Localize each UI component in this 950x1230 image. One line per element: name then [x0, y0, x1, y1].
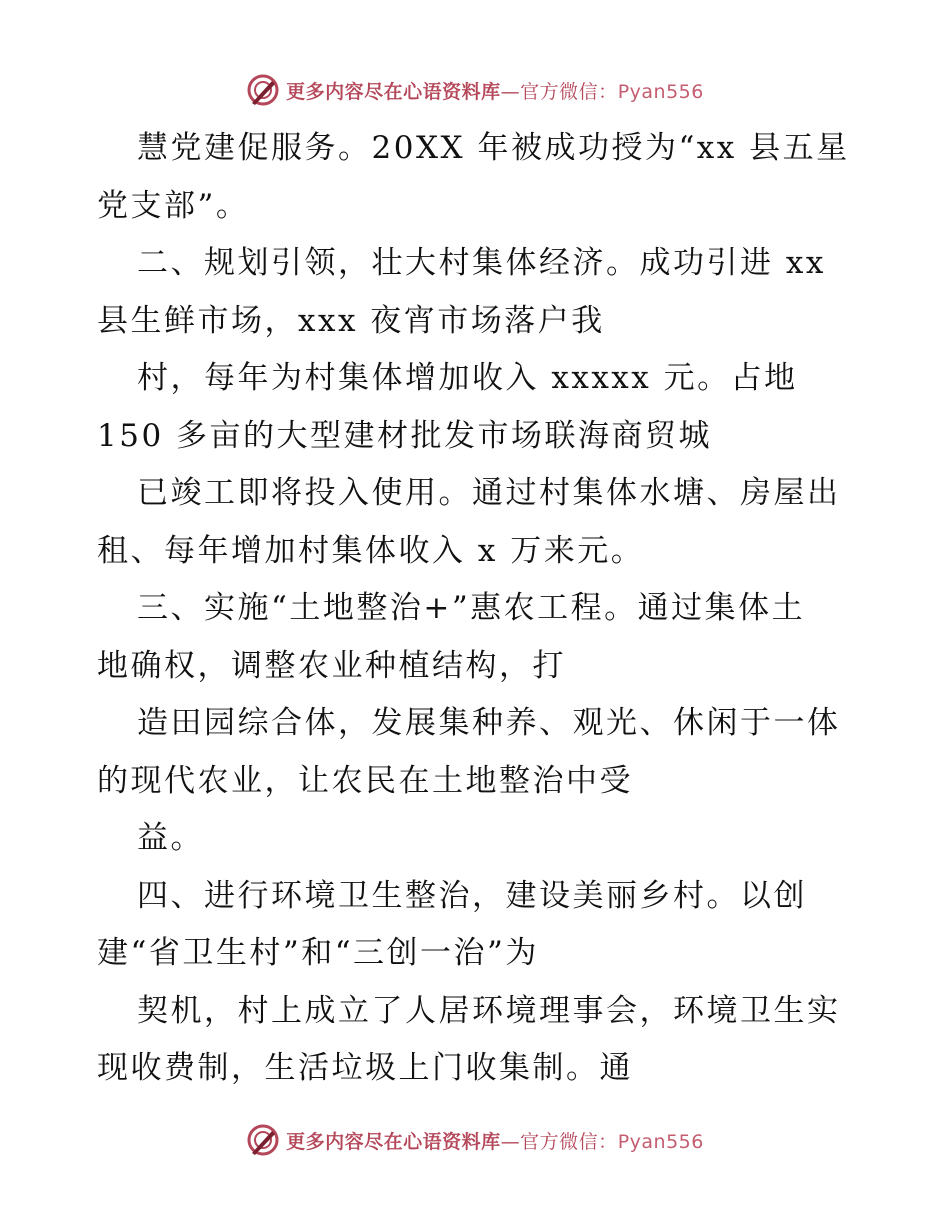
watermark-text [286, 77, 704, 104]
text-line: 地确权，调整农业种植结构，打 [97, 647, 566, 684]
watermark-lead: 更多内容尽在心语资料库 [286, 1130, 501, 1153]
text-line: 租、每年增加村集体收入 x 万来元。 [97, 532, 645, 569]
text-line: 益。 [137, 820, 204, 856]
text-line: 党支部”。 [97, 187, 250, 224]
watermark-dash: — [500, 1130, 521, 1153]
text-line: 的现代农业，让农民在土地整治中受 [97, 762, 633, 799]
text-line: 四、进行环境卫生整治，建设美丽乡村。以创 [137, 877, 807, 914]
pen-logo-icon [246, 1123, 280, 1157]
footer-watermark [0, 1120, 950, 1160]
text-line: 已竣工即将投入使用。通过村集体水塘、房屋出 [137, 475, 841, 511]
text-line: 二、规划引领，壮大村集体经济。成功引进 xx [137, 245, 826, 281]
text-line: 县生鲜市场，xxx 夜宵市场落户我 [97, 302, 605, 339]
pen-logo-icon [246, 73, 280, 107]
watermark-text [286, 1127, 704, 1154]
watermark-lead: 更多内容尽在心语资料库 [286, 80, 501, 103]
watermark-id: Pyan556 [617, 80, 704, 103]
watermark-dash: — [500, 80, 521, 103]
document-body [97, 120, 867, 1098]
header-watermark [0, 70, 950, 110]
text-line: 慧党建促服务。20XX 年被成功授为“xx 县五星 [137, 130, 850, 166]
text-line: 村，每年为村集体增加收入 xxxxx 元。占地 [137, 360, 798, 396]
text-line: 契机，村上成立了人居环境理事会，环境卫生实 [137, 992, 841, 1029]
text-line: 造田园综合体，发展集种养、观光、休闲于一体 [137, 705, 841, 741]
text-line: 建“省卫生村”和“三创一治”为 [97, 935, 539, 971]
watermark-id: Pyan556 [617, 1130, 704, 1153]
watermark-contact: 官方微信： [520, 80, 618, 103]
text-line: 三、实施“土地整治+”惠农工程。通过集体土 [137, 590, 806, 626]
text-line: 现收费制，生活垃圾上门收集制。通 [97, 1050, 633, 1086]
text-line: 150 多亩的大型建材批发市场联海商贸城 [97, 417, 713, 454]
watermark-contact: 官方微信： [520, 1130, 618, 1153]
